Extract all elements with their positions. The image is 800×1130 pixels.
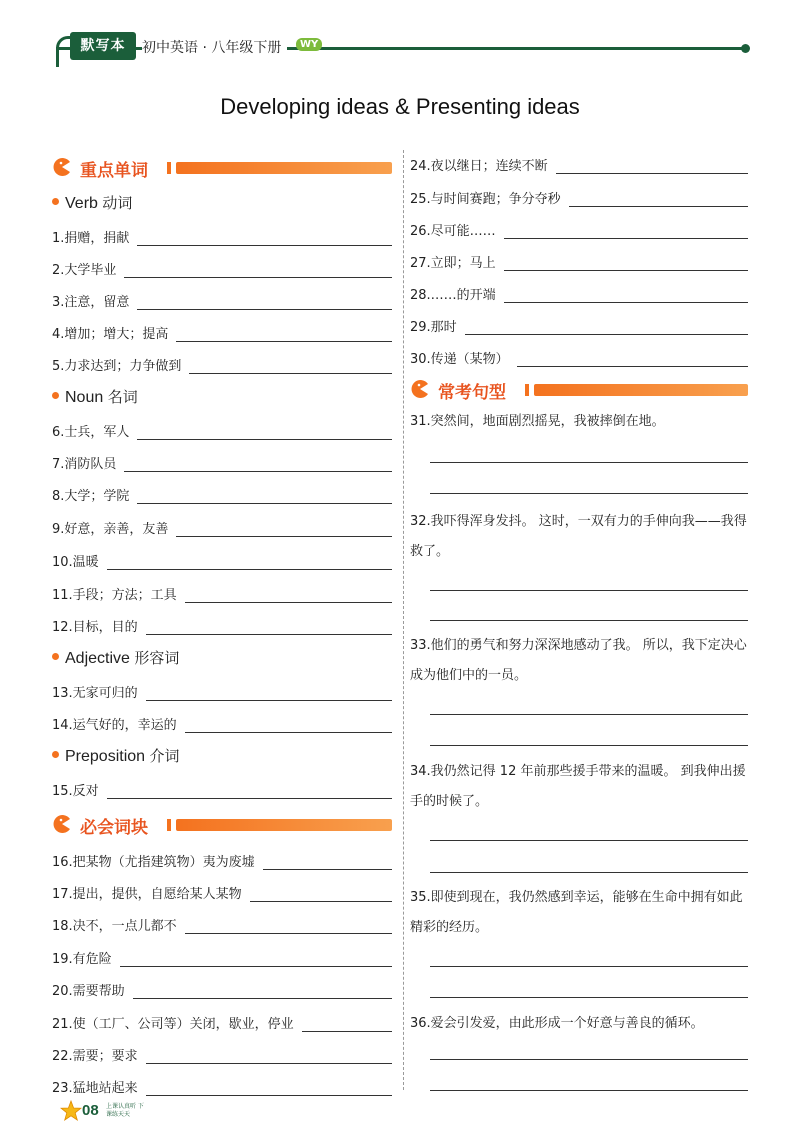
- translation-question: 35.即使到现在，我仍然感到幸运，能够在生命中拥有如此精彩的经历。: [410, 890, 743, 935]
- star-icon: [60, 1100, 82, 1122]
- section-bar: [534, 384, 748, 396]
- item-prompt: 23.猛地站起来: [52, 1081, 138, 1096]
- answer-blank[interactable]: [465, 320, 748, 335]
- item-prompt: 26.尽可能……: [410, 224, 496, 239]
- section-sentences: [410, 377, 748, 403]
- translation-question: 31.突然间，地面剧烈摇晃，我被摔倒在地。: [410, 414, 665, 429]
- answer-blank[interactable]: [189, 359, 392, 374]
- answer-blank[interactable]: [176, 327, 392, 342]
- answer-blank[interactable]: [133, 984, 392, 999]
- item-prompt: 11.手段；方法；工具: [52, 588, 177, 603]
- answer-line[interactable]: [430, 493, 748, 494]
- answer-blank[interactable]: [146, 1081, 392, 1096]
- fill-item: [52, 679, 392, 701]
- fill-item: [52, 945, 392, 967]
- fill-item: [410, 217, 748, 239]
- answer-line[interactable]: [430, 462, 748, 463]
- item-prompt: 8.大学；学院: [52, 489, 130, 504]
- fill-item: [410, 313, 748, 335]
- answer-blank[interactable]: [146, 1049, 392, 1064]
- header-subtitle: 初中英语 · 八年级下册: [142, 37, 287, 57]
- answer-blank[interactable]: [107, 784, 392, 799]
- category-verb: [52, 192, 132, 213]
- header-badge: 默写本: [70, 32, 136, 60]
- bullet-dot: [52, 751, 59, 758]
- answer-blank[interactable]: [176, 522, 392, 537]
- fill-item: [52, 711, 392, 733]
- item-prompt: 9.好意，亲善，友善: [52, 522, 169, 537]
- fill-item: [410, 281, 748, 303]
- answer-blank[interactable]: [146, 686, 392, 701]
- item-prompt: 16.把某物（尤指建筑物）夷为废墟: [52, 855, 255, 870]
- category-zh: 名词: [107, 388, 138, 406]
- section-phrases: [52, 812, 392, 838]
- answer-blank[interactable]: [185, 588, 392, 603]
- fill-item: [52, 777, 392, 799]
- item-prompt: 17.提出，提供，自愿给某人某物: [52, 887, 242, 902]
- fill-item: [52, 352, 392, 374]
- category-adjective: [52, 647, 179, 668]
- footer-slogan: 上课认真听 下课练天天: [106, 1103, 144, 1118]
- answer-blank[interactable]: [124, 263, 392, 278]
- answer-blank[interactable]: [556, 159, 748, 174]
- answer-line[interactable]: [430, 1059, 748, 1060]
- item-prompt: 1.捐赠，捐献: [52, 231, 130, 246]
- page-number: 08: [82, 1102, 99, 1119]
- fill-item: [52, 450, 392, 472]
- answer-blank[interactable]: [107, 555, 392, 570]
- category-noun: [52, 386, 138, 407]
- answer-blank[interactable]: [263, 855, 392, 870]
- header-end-dot: [741, 44, 750, 53]
- answer-blank[interactable]: [504, 288, 748, 303]
- category-preposition: [52, 745, 180, 766]
- bullet-dot: [52, 392, 59, 399]
- fill-item: [52, 880, 392, 902]
- section-title: 重点单词: [80, 161, 148, 181]
- fill-item: [52, 581, 392, 603]
- item-prompt: 7.消防队员: [52, 457, 117, 472]
- item-prompt: 4.增加；增大；提高: [52, 327, 169, 342]
- fill-item: [52, 320, 392, 342]
- item-prompt: 30.传递（某物）: [410, 352, 509, 367]
- answer-blank[interactable]: [185, 919, 392, 934]
- answer-line[interactable]: [430, 590, 748, 591]
- fill-item: [52, 515, 392, 537]
- item-prompt: 15.反对: [52, 784, 99, 799]
- answer-blank[interactable]: [250, 887, 392, 902]
- answer-blank[interactable]: [120, 952, 392, 967]
- item-prompt: 21.使（工厂、公司等）关闭，歇业，停业: [52, 1017, 294, 1032]
- category-zh: 动词: [102, 194, 133, 212]
- answer-blank[interactable]: [137, 489, 392, 504]
- fill-item: [52, 912, 392, 934]
- answer-blank[interactable]: [517, 352, 748, 367]
- category-zh: 介词: [149, 747, 180, 765]
- answer-blank[interactable]: [124, 457, 392, 472]
- translation-question: 36.爱会引发爱，由此形成一个好意与善良的循环。: [410, 1016, 704, 1031]
- category-zh: 形容词: [134, 649, 180, 667]
- item-prompt: 25.与时间赛跑；争分夺秒: [410, 192, 561, 207]
- pacman-icon: [52, 157, 72, 177]
- item-prompt: 27.立即；马上: [410, 256, 496, 271]
- section-bar: [176, 819, 392, 831]
- item-prompt: 6.士兵，军人: [52, 425, 130, 440]
- section-key-words: [52, 155, 392, 181]
- item-prompt: 3.注意，留意: [52, 295, 130, 310]
- section-title: 常考句型: [438, 383, 506, 403]
- category-en: Preposition: [65, 748, 146, 765]
- item-prompt: 18.决不，一点儿都不: [52, 919, 177, 934]
- answer-blank[interactable]: [569, 192, 748, 207]
- fill-item: [52, 224, 392, 246]
- pacman-icon: [410, 379, 430, 399]
- item-prompt: 24.夜以继日；连续不断: [410, 159, 548, 174]
- item-prompt: 28.……的开端: [410, 288, 496, 303]
- answer-blank[interactable]: [504, 256, 748, 271]
- translation-question: 33.他们的勇气和努力深深地感动了我。 所以，我下定决心成为他们中的一员。: [410, 638, 747, 683]
- fill-item: [52, 418, 392, 440]
- item-prompt: 22.需要；要求: [52, 1049, 138, 1064]
- item-prompt: 12.目标，目的: [52, 620, 138, 635]
- section-bar: [176, 162, 392, 174]
- fill-item: [52, 977, 392, 999]
- fill-item: [52, 256, 392, 278]
- answer-blank[interactable]: [137, 295, 392, 310]
- fill-item: [52, 548, 392, 570]
- translation-question: 34.我仍然记得 12 年前那些援手带来的温暖。 到我伸出援手的时候了。: [410, 764, 746, 809]
- item-prompt: 14.运气好的，幸运的: [52, 718, 177, 733]
- item-prompt: 5.力求达到；力争做到: [52, 359, 182, 374]
- translation-question: 32.我吓得浑身发抖。 这时，一双有力的手伸向我——我得救了。: [410, 514, 747, 559]
- fill-item: [52, 482, 392, 504]
- answer-blank[interactable]: [302, 1017, 392, 1032]
- item-prompt: 13.无家可归的: [52, 686, 138, 701]
- answer-line[interactable]: [430, 714, 748, 715]
- fill-item: [52, 1010, 392, 1032]
- answer-line[interactable]: [430, 966, 748, 967]
- answer-blank[interactable]: [137, 425, 392, 440]
- item-prompt: 2.大学毕业: [52, 263, 117, 278]
- pacman-icon: [52, 814, 72, 834]
- item-prompt: 29.那时: [410, 320, 457, 335]
- section-title: 必会词块: [80, 818, 148, 838]
- edition-badge: WY: [296, 38, 322, 51]
- bullet-dot: [52, 198, 59, 205]
- answer-line[interactable]: [430, 840, 748, 841]
- page-header: [56, 26, 746, 66]
- fill-item: [410, 249, 748, 271]
- fill-item: [52, 288, 392, 310]
- answer-blank[interactable]: [146, 620, 392, 635]
- answer-line[interactable]: [430, 1090, 748, 1091]
- category-en: Verb: [65, 195, 98, 212]
- column-divider: [403, 150, 404, 1090]
- fill-item: [410, 152, 748, 174]
- item-prompt: 20.需要帮助: [52, 984, 125, 999]
- answer-line[interactable]: [430, 997, 748, 998]
- bullet-dot: [52, 653, 59, 660]
- item-prompt: 19.有危险: [52, 952, 112, 967]
- fill-item: [52, 848, 392, 870]
- category-en: Noun: [65, 389, 104, 406]
- answer-blank[interactable]: [185, 718, 392, 733]
- fill-item: [410, 185, 748, 207]
- answer-blank[interactable]: [504, 224, 748, 239]
- fill-item: [52, 613, 392, 635]
- fill-item: [52, 1074, 392, 1096]
- page-title: Developing ideas & Presenting ideas: [220, 94, 580, 119]
- item-prompt: 10.温暖: [52, 555, 99, 570]
- answer-line[interactable]: [430, 872, 748, 873]
- fill-item: [52, 1042, 392, 1064]
- answer-blank[interactable]: [137, 231, 392, 246]
- category-en: Adjective: [65, 650, 130, 667]
- answer-line[interactable]: [430, 745, 748, 746]
- answer-line[interactable]: [430, 620, 748, 621]
- fill-item: [410, 345, 748, 367]
